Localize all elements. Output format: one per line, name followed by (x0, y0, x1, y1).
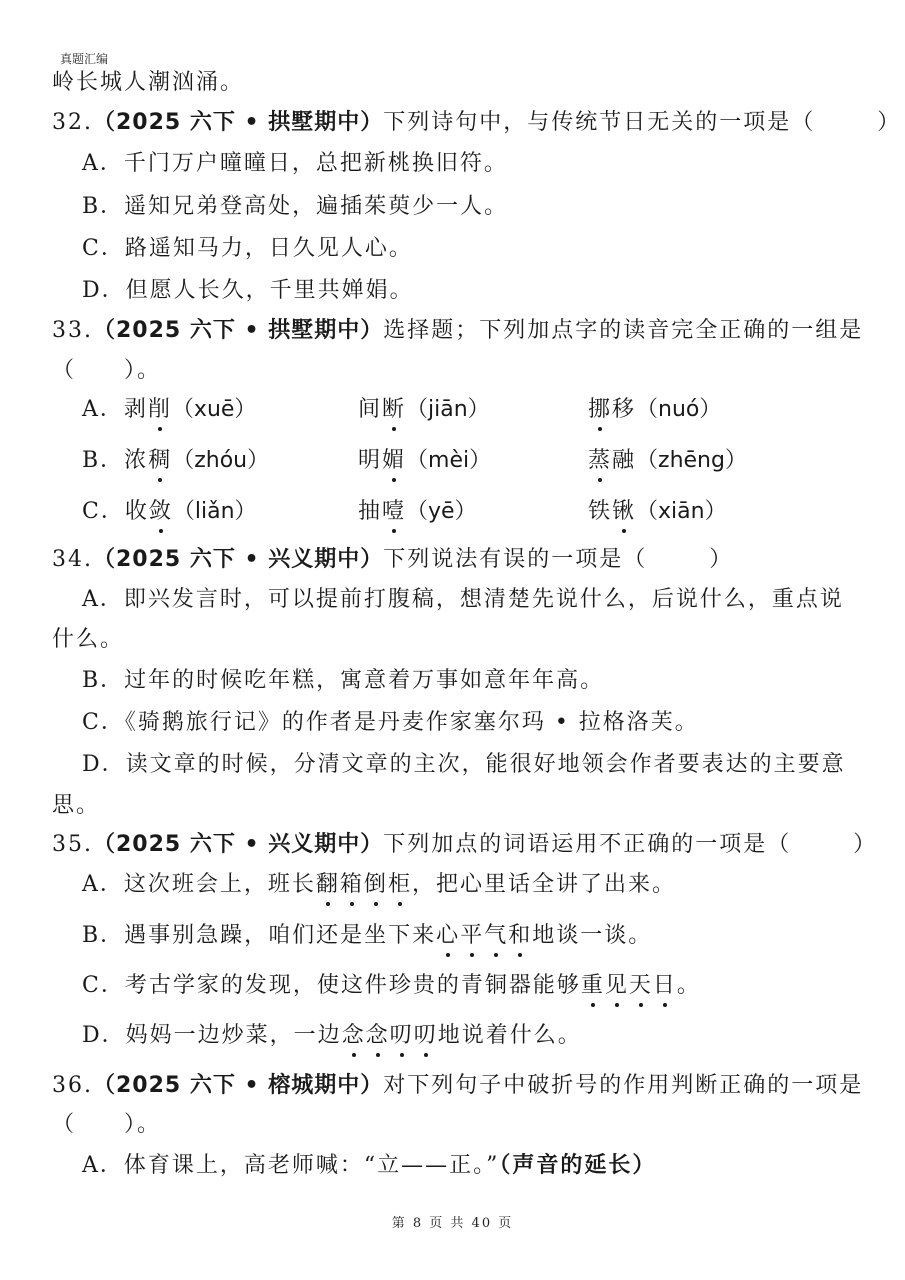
question-number: 36. (52, 1073, 93, 1098)
answer-blank-close: ） (853, 832, 878, 857)
option-letter: B． (82, 448, 125, 473)
question-35-option-c (82, 971, 701, 1001)
option-note: （声音的延长） (499, 1152, 657, 1178)
word-char: 浓 (124, 448, 149, 473)
question-32-stem (52, 108, 901, 138)
question-35-stem (52, 830, 877, 860)
answer-blank: （ ）。 (52, 358, 162, 383)
question-35-option-b (82, 921, 652, 951)
word-char: 明 (358, 448, 383, 473)
continuation-text: 岭长城人潮汹涌。 (52, 70, 245, 95)
dotted-char: 念 (342, 1021, 366, 1051)
word-char: 铁 (588, 499, 613, 524)
question-35-option-d (82, 1021, 582, 1051)
question-32-option-b: B．遥知兄弟登高处，遍插茱萸少一人。 (82, 194, 509, 219)
dotted-phrase (581, 973, 677, 998)
word-char: 移 (612, 397, 637, 422)
q33-c-item-3 (588, 497, 727, 527)
dotted-char: 念 (366, 1021, 390, 1051)
pinyin: （zhēng） (636, 448, 747, 473)
dotted-char: 锹 (612, 497, 636, 527)
question-text: 下列加点的词语运用不正确的一项是（ (383, 832, 792, 857)
word-char: 剥 (123, 397, 148, 422)
answer-blank-close: ） (877, 110, 902, 135)
question-36-stem (52, 1071, 863, 1101)
dotted-char: 挪 (588, 395, 612, 425)
question-35-option-a (82, 870, 676, 900)
option-text: A．体育课上，高老师喊：“立——正。” (82, 1153, 500, 1178)
word-char: 间 (358, 397, 383, 422)
page-footer: 第 8 页 共 40 页 (391, 1216, 514, 1231)
dotted-char: 敛 (149, 497, 173, 527)
option-text: D．妈妈一边炒菜，一边 (82, 1023, 342, 1048)
question-text: 对下列句子中破折号的作用判断正确的一项是 (383, 1073, 864, 1098)
q33-b-item-3 (588, 446, 747, 476)
dotted-char: 叨 (414, 1021, 438, 1051)
question-32-option-a: A．千门万户曈曈日，总把新桃换旧符。 (82, 151, 508, 176)
question-source: （2025 六下 • 拱墅期中） (93, 318, 384, 343)
question-34-option-d: D．读文章的时候，分清文章的主次，能很好地领会作者要表达的主要意 (82, 752, 846, 777)
question-source: （2025 六下 • 拱墅期中） (93, 110, 384, 135)
question-32-option-c: C．路遥知马力，日久见人心。 (82, 236, 413, 261)
dotted-char: 气 (484, 921, 508, 951)
answer-blank-close: ） (709, 547, 734, 572)
dotted-char: 翻 (316, 870, 340, 900)
dotted-char: 叨 (390, 1021, 414, 1051)
dotted-char: 和 (508, 921, 532, 951)
word-char: 融 (612, 448, 637, 473)
word-char: 抽 (358, 499, 383, 524)
dotted-char: 箱 (340, 870, 364, 900)
question-number: 34. (52, 547, 93, 572)
pinyin: （mèi） (406, 448, 492, 473)
q33-a-item-2 (358, 395, 490, 425)
dotted-char: 见 (605, 971, 629, 1001)
q33-c-item-2 (358, 497, 477, 527)
pinyin: （nuó） (636, 397, 722, 422)
pinyin: （yē） (406, 499, 477, 524)
question-34-option-b: B．过年的时候吃年糕，寓意着万事如意年年高。 (82, 668, 605, 693)
question-32-option-d: D．但愿人长久，千里共婵娟。 (82, 278, 414, 303)
option-text: 地谈一谈。 (532, 923, 653, 948)
dotted-char: 断 (382, 395, 406, 425)
dotted-char: 心 (436, 921, 460, 951)
question-34-option-c: C．《骑鹅旅行记》的作者是丹麦作家塞尔玛 • 拉格洛芙。 (82, 710, 699, 735)
pinyin: （liǎn） (172, 499, 257, 524)
dotted-char: 噎 (382, 497, 406, 527)
dotted-phrase (316, 872, 412, 897)
dotted-char: 平 (460, 921, 484, 951)
pinyin: （xiān） (636, 499, 727, 524)
option-text: 地说着什么。 (437, 1023, 582, 1048)
dotted-char: 重 (581, 971, 605, 1001)
option-text: 。 (676, 973, 701, 998)
pinyin: （zhóu） (172, 448, 270, 473)
question-text: 下列说法有误的一项是（ (383, 547, 648, 572)
question-number: 35. (52, 832, 93, 857)
dotted-char: 稠 (148, 446, 172, 476)
question-34-option-a: A．即兴发言时，可以提前打腹稿，想清楚先说什么，后说什么，重点说 (82, 587, 844, 612)
dotted-char: 削 (148, 395, 172, 425)
dotted-char: 天 (629, 971, 653, 1001)
option-text: C．考古学家的发现，使这件珍贵的青铜器能够 (82, 973, 581, 998)
question-34-option-d-cont: 思。 (52, 793, 101, 818)
dotted-phrase (436, 923, 532, 948)
q33-a-item-1 (82, 395, 256, 425)
dotted-char: 柜 (388, 870, 412, 900)
question-33-stem (52, 316, 863, 346)
question-text: 下列诗句中，与传统节日无关的一项是（ (383, 110, 816, 135)
answer-blank: （ ）。 (52, 1112, 162, 1137)
page-header-label: 真题汇编 (60, 52, 109, 66)
q33-b-item-2 (358, 446, 491, 476)
q33-b-item-1 (82, 446, 269, 476)
question-34-option-a-cont: 什么。 (52, 627, 125, 652)
option-text: B．遇事别急躁，咱们还是坐下来 (82, 923, 437, 948)
question-source: （2025 六下 • 榕城期中） (93, 1073, 384, 1098)
pinyin: （jiān） (406, 397, 490, 422)
question-36-option-a (82, 1150, 656, 1181)
question-text: 选择题；下列加点字的读音完全正确的一组是 (383, 318, 864, 343)
question-source: （2025 六下 • 兴义期中） (93, 547, 384, 572)
question-source: （2025 六下 • 兴义期中） (93, 832, 384, 857)
dotted-char: 日 (653, 971, 677, 1001)
pinyin: （xuē） (171, 397, 257, 422)
option-letter: C． (82, 499, 125, 524)
question-number: 33. (52, 318, 93, 343)
dotted-char: 媚 (382, 446, 406, 476)
option-text: A．这次班会上，班长 (82, 872, 316, 897)
option-text: ，把心里话全讲了出来。 (411, 872, 676, 897)
q33-a-item-3 (588, 395, 721, 425)
dotted-phrase (342, 1023, 438, 1048)
q33-c-item-1 (82, 497, 257, 527)
word-char: 收 (124, 499, 149, 524)
option-letter: A． (82, 397, 124, 422)
dotted-char: 倒 (364, 870, 388, 900)
dotted-char: 蒸 (588, 446, 612, 476)
question-34-stem (52, 545, 733, 575)
question-number: 32. (52, 110, 93, 135)
